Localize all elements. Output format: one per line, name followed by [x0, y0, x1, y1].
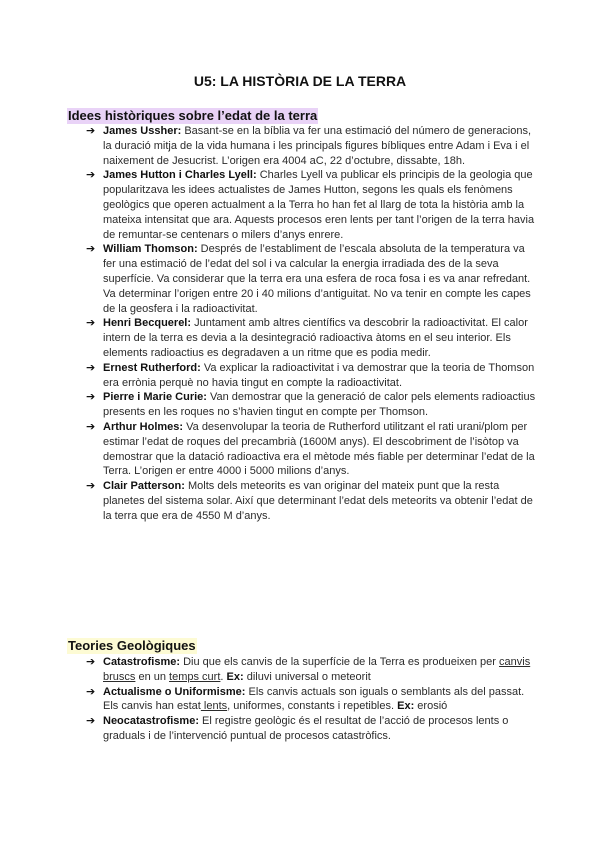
- arrow-right-icon: ➔: [86, 420, 96, 433]
- item-term: William Thomson:: [103, 243, 198, 256]
- section-heading-geological-theories: Teories Geològiques: [68, 638, 196, 653]
- item-text: Juntament amb altres científics va descobrir la radioactivitat. El calor intern de la terra es devia a la desintegració radioactiva àtoms en el seu interior. Els elements radioactius es degradaven a un ritme que es podia medir.: [103, 317, 528, 359]
- example-label: Ex:: [226, 670, 244, 683]
- list-item: [86, 242, 536, 316]
- page-title: U5: LA HISTÒRIA DE LA TERRA: [193, 73, 407, 89]
- arrow-right-icon: ➔: [86, 715, 96, 728]
- item-text: en un: [135, 670, 170, 683]
- section-heading-historical-ideas: Idees històriques sobre l’edat de la terra: [68, 108, 318, 123]
- item-text: Va explicar la radioactivitat i va demostrar que la teoria de Thomson era errònia perquè no havia tingut en compte la radioactivitat.: [103, 361, 535, 389]
- list-item: [86, 420, 536, 479]
- example-label: Ex:: [397, 700, 415, 713]
- list-item: [86, 124, 536, 168]
- arrow-right-icon: ➔: [86, 656, 96, 668]
- item-text: diluvi universal o meteorit: [243, 670, 371, 683]
- arrow-right-icon: ➔: [86, 243, 96, 256]
- arrow-right-icon: ➔: [86, 480, 96, 493]
- item-text: Va desenvolupar la teoria de Rutherford utilitzant el rati urani/plom per estimar l’edat de roques del precambrià (1600M anys). El descobriment de l’isòtop va demostrar que la datació radioactiva era el mètode més fiable per determinar l’edat de la Terra. L’origen er entre 4000 i 5000 milions d’anys.: [103, 420, 535, 478]
- item-term: James Hutton i Charles Lyell:: [103, 169, 257, 182]
- item-text: Charles Lyell va publicar els principis de la geologia que popularitzava les idees actualistes de James Hutton, segons les quals els fenòmens geològics que operen actualment a la Terra ho han fet al llarg de tota la història amb la mateixa intensitat que ara. Aquests procesos eren lents per tant l’origen de la terra havia de remuntar-se centenars o milers d’anys enrere.: [103, 169, 535, 241]
- item-text: Els canvis actuals son iguals o semblants als del passat. Els canvis han estat: [103, 685, 525, 713]
- item-text: , uniformes, constants i repetibles.: [227, 700, 398, 713]
- item-text: Diu que els canvis de la superfície de la Terra es produeixen per: [180, 656, 500, 668]
- list-item: [86, 479, 536, 523]
- item-text: Basant-se en la bíblia va fer una estimació del número de generacions, la duració mitja de la vida humana i les principals figures bíbliques entre Adam i Eva i el naixement de Jesucrist. L’origen era 4004 aC, 22 d’octubre, dissabte, 18h.: [103, 125, 532, 167]
- arrow-right-icon: ➔: [86, 317, 96, 330]
- item-text: erosió: [414, 700, 448, 713]
- arrow-right-icon: ➔: [86, 169, 96, 182]
- underlined-text: lents: [200, 700, 228, 713]
- item-term: Neocatastrofisme:: [103, 715, 199, 728]
- list-item: [86, 685, 536, 715]
- list-item: [86, 655, 536, 685]
- arrow-right-icon: ➔: [86, 685, 96, 698]
- list-item: [86, 714, 536, 744]
- item-term: Clair Patterson:: [103, 480, 185, 493]
- item-term: Pierre i Marie Curie:: [103, 391, 207, 404]
- item-text: Van demostrar que la generació de calor pels elements radioactius presents en les roques no s’havien tingut en compte per Thomson.: [103, 391, 536, 419]
- arrow-right-icon: ➔: [86, 361, 96, 374]
- underlined-text: temps curt: [169, 670, 221, 683]
- item-text: Molts dels meteorits es van originar del mateix punt que la resta planetes del sistema solar. Així que determinant l’edat dels meteorits va obtenir l’edat de la terra que era de 4550 M d’anys.: [103, 480, 533, 522]
- arrow-right-icon: ➔: [86, 391, 96, 404]
- item-text: Després de l’establiment de l’escala absoluta de la temperatura va fer una estimació de l’edat del sol i va calcular la energia irradiada des de la seva superfície. Va considerar que la terra era una esfera de roca fosa i es va anar refredant. Va determinar l’origen entre 20 i 40 milions d’antiguitat. No va tenir en compte les capes de la geosfera i la radioactivitat.: [103, 243, 531, 315]
- list-item: [86, 390, 536, 420]
- list-item: [86, 316, 536, 360]
- list-item: [86, 168, 536, 242]
- geological-theories-list: [86, 655, 536, 744]
- item-term: James Ussher:: [103, 125, 182, 137]
- list-item: [86, 361, 536, 391]
- item-text: El registre geològic és el resultat de l’acció de procesos lents o graduals i de l’intervenció puntual de procesos catastròfics.: [103, 715, 509, 742]
- item-term: Actualisme o Uniformisme:: [103, 685, 246, 698]
- historical-ideas-list: [86, 124, 536, 524]
- item-term: Ernest Rutherford:: [103, 361, 201, 374]
- arrow-right-icon: ➔: [86, 125, 96, 137]
- item-term: Henri Becquerel:: [103, 317, 192, 330]
- item-term: Arthur Holmes:: [103, 420, 184, 433]
- item-term: Catastrofisme:: [103, 656, 181, 668]
- item-text: .: [220, 670, 227, 683]
- underlined-text: canvis bruscs: [103, 656, 531, 683]
